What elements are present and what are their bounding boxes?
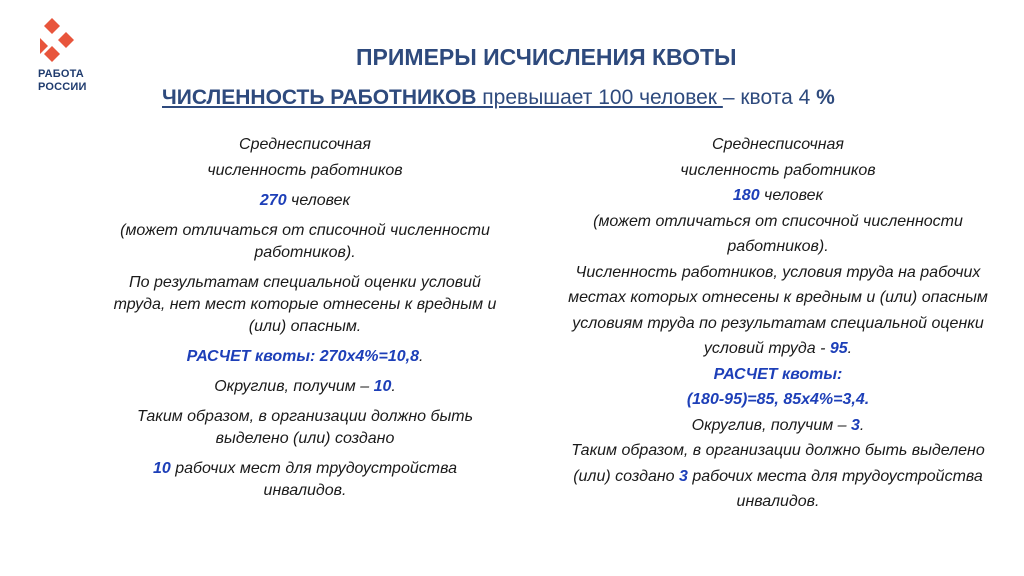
logo-diamond-4 (44, 46, 60, 62)
subtitle-quota: квота 4 (740, 86, 817, 109)
subtitle-bold: ЧИСЛЕННОСТЬ РАБОТНИКОВ (162, 86, 477, 109)
logo-line-2: РОССИИ (38, 81, 87, 93)
left-calc: РАСЧЕТ квоты: 270х4%=10,8. (186, 348, 424, 365)
left-count: 270 человек (259, 192, 351, 209)
right-note: (может отличаться от списочной численности работников). (593, 212, 963, 255)
logo-line-1: РАБОТА (38, 68, 84, 80)
logo-diamond-2 (58, 32, 74, 48)
left-places: 10 рабочих мест для трудоустройства инвалидов. (153, 460, 457, 499)
right-line-2: численность работников (680, 161, 876, 179)
right-calc: (180-95)=85, 85х4%=3,4. (686, 391, 870, 408)
left-note: (может отличаться от списочной численности работников). (120, 222, 490, 261)
subtitle-dash: – (722, 86, 741, 109)
right-line-1: Среднесписочная (712, 136, 844, 153)
subtitle-percent: % (816, 86, 835, 109)
left-line-1: Среднесписочная (239, 136, 371, 153)
page-title: ПРИМЕРЫ ИСЧИСЛЕНИЯ КВОТЫ (356, 44, 737, 70)
right-conclusion: Таким образом, в организации должно быть выделено (или) создано 3 рабочих места для трудоустройства инвалидов. (571, 442, 985, 510)
left-line-2: численность работников (207, 162, 403, 179)
left-conclusion: Таким образом, в организации должно быть выделено (или) создано (136, 408, 474, 447)
right-example (568, 132, 988, 515)
logo-text (38, 68, 87, 94)
right-calc-label: РАСЧЕТ квоты: (713, 365, 843, 383)
right-harmful: Численность работников, условия труда на рабочих местах которых отнесены к вредным и (или) опасным условиям труда по результатам специальной оценки условий труда - 95. (568, 263, 988, 357)
right-count: 180 человек (732, 187, 824, 204)
right-round: Округлив, получим – 3. (691, 416, 865, 434)
subtitle-mid: превышает 100 человек (476, 86, 723, 109)
page-subtitle (162, 86, 835, 110)
left-assessment: По результатам специальной оценки условий труда, нет мест которые отнесены к вредным и (или) опасным. (113, 274, 497, 335)
left-round: Округлив, получим – 10. (214, 378, 396, 395)
left-example (110, 134, 500, 510)
logo-diamond-1 (44, 18, 60, 34)
